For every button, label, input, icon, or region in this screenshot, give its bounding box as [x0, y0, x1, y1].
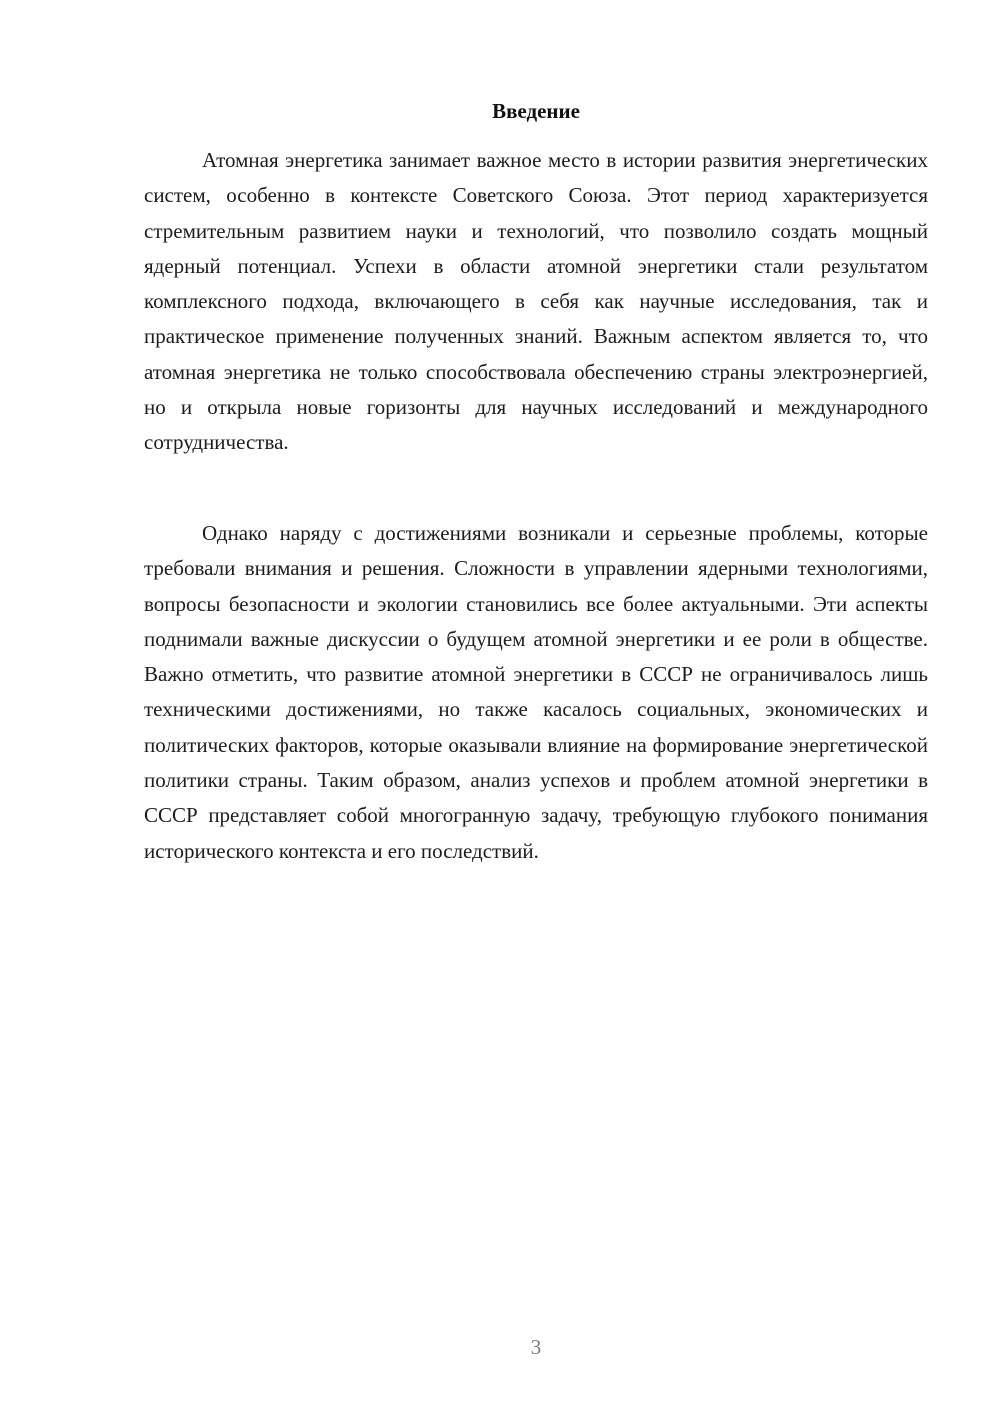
page-number: 3 [530, 1335, 542, 1359]
paragraph-1: Атомная энергетика занимает важное место в истории развития энергетических систем, особенно в контексте Советского Союза. Этот период характеризуется стремительным развитием науки и технологий, что позволило создать мощный ядерный потенциал. Успехи в области атомной энергетики стали результатом комплексного подхода, включающего в себя как научные исследования, так и практическое применение полученных знаний. Важным аспектом является то, что атомная энергетика не только способствовала обеспечению страны электроэнергией, но и открыла новые горизонты для научных исследований и международного сотрудничества. [144, 148, 928, 455]
section-heading: Введение [492, 99, 580, 123]
paragraph-2: Однако наряду с достижениями возникали и серьезные проблемы, которые требовали внимания и решения. Сложности в управлении ядерными технологиями, вопросы безопасности и экологии становились все более актуальными. Эти аспекты поднимали важные дискуссии о будущем атомной энергетики и ее роли в обществе. Важно отметить, что развитие атомной энергетики в СССР не ограничивалось лишь техническими достижениями, но также касалось социальных, экономических и политических факторов, которые оказывали влияние на формирование энергетической политики страны. Таким образом, анализ успехов и проблем атомной энергетики в СССР представляет собой многогранную задачу, требующую глубокого понимания исторического контекста и его последствий. [144, 521, 928, 863]
